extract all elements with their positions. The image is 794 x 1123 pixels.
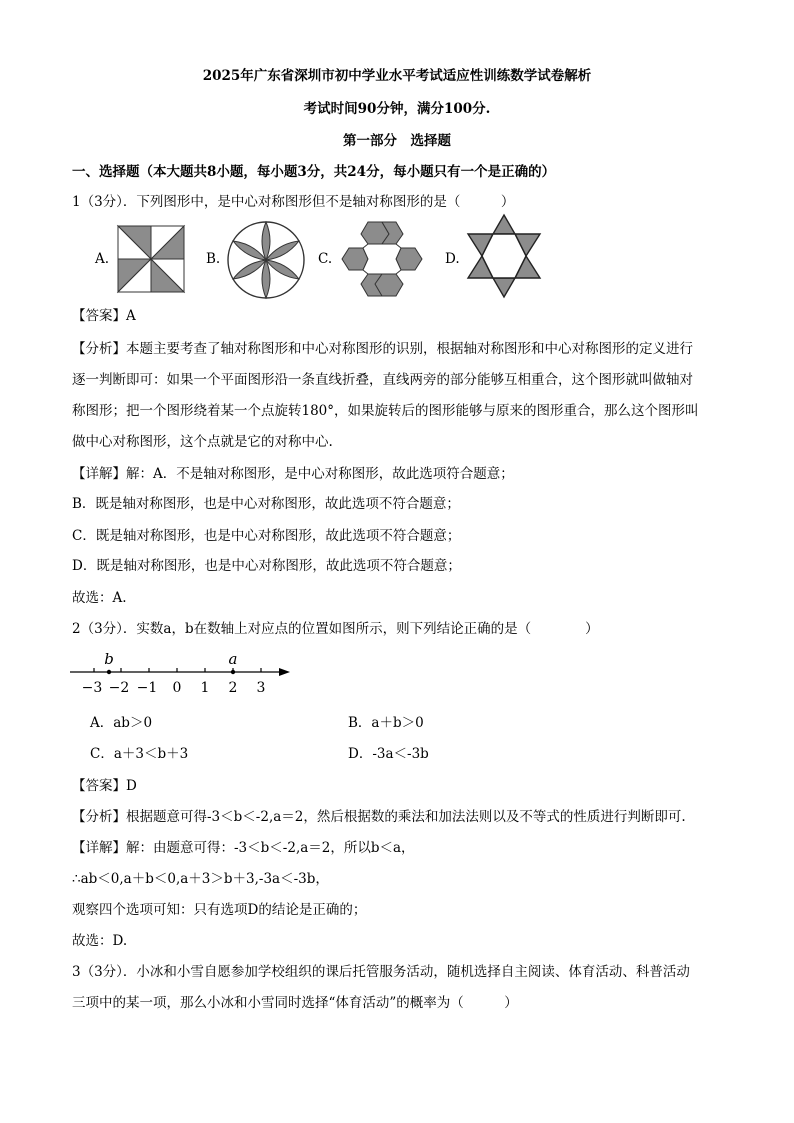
exam-info: 考试时间90分钟，满分100分. [303, 101, 491, 117]
q1-option-a-label: A. [95, 251, 110, 267]
pinwheel-figure [116, 224, 186, 294]
point-a-label: a [228, 650, 238, 668]
q1-analysis-line-2: 逐一判断即可：如果一个平面图形沿一条直线折叠，直线两旁的部分能够互相重合，这个图形就叫做轴对 [72, 372, 693, 388]
q3-stem-line-2: 三项中的某一项，那么小冰和小雪同时选择“体育活动”的概率为（ ） [72, 995, 518, 1011]
part-heading: 第一部分 选择题 [343, 133, 451, 149]
q2-analysis: 【分析】根据题意可得-3＜b＜-2,a＝2，然后根据数的乘法和加法法则以及不等式的性质进行判断即可. [72, 809, 686, 825]
point-b-dot [107, 670, 111, 674]
tick-label-neg1: −1 [136, 680, 158, 696]
section-heading: 一、选择题（本大题共8小题，每小题3分，共24分，每小题只有一个是正确的） [72, 164, 556, 180]
q2-option-a: A．ab＞0 [90, 715, 153, 731]
q1-detail-line-4: D．既是轴对称图形，也是中心对称图形，故此选项不符合题意； [72, 558, 461, 574]
tick-label-2: 2 [228, 680, 238, 696]
point-a-dot [231, 670, 235, 674]
q1-detail-line-3: C．既是轴对称图形，也是中心对称图形，故此选项不符合题意； [72, 528, 461, 544]
star-of-david-figure [466, 213, 542, 299]
q1-option-d-label: D. [445, 251, 460, 267]
q2-answer: 【答案】D [72, 778, 137, 794]
q1-analysis-line-1: 【分析】本题主要考查了轴对称图形和中心对称图形的识别，根据轴对称图形和中心对称图形的定义进行 [72, 341, 693, 357]
tick-label-neg3: −3 [81, 680, 103, 696]
point-b-label: b [104, 650, 114, 668]
q2-option-b: B．a＋b＞0 [348, 715, 424, 731]
q2-conclusion: 故选：D. [72, 933, 128, 949]
tick-label-neg2: −2 [108, 680, 130, 696]
q1-answer: 【答案】A [72, 308, 136, 324]
q1-conclusion: 故选：A. [72, 590, 127, 606]
q1-analysis-line-4: 做中心对称图形，这个点就是它的对称中心. [72, 434, 333, 450]
q2-detail-line-3: 观察四个选项可知：只有选项D的结论是正确的； [72, 902, 367, 918]
q3-stem-line-1: 3（3分）．小冰和小雪自愿参加学校组织的课后托管服务活动，随机选择自主阅读、体育活动、科普活动 [72, 964, 690, 980]
q2-option-c: C．a＋3＜b＋3 [90, 746, 189, 762]
q2-detail-line-1: 【详解】解：由题意可得：-3＜b＜-2,a＝2，所以b＜a， [72, 840, 415, 856]
q1-detail-line-1: 【详解】解：A．不是轴对称图形，是中心对称图形，故此选项符合题意； [72, 466, 514, 482]
q1-option-c-label: C. [318, 251, 333, 267]
tick-label-0: 0 [172, 680, 182, 696]
flower-circle-figure [226, 220, 306, 300]
q1-option-b-label: B. [206, 251, 221, 267]
q1-analysis-line-3: 称图形；把一个图形绕着某一个点旋转180°，如果旋转后的图形能够与原来的图形重合，那么这个图形叫 [72, 403, 699, 419]
tick-label-1: 1 [200, 680, 210, 696]
q2-stem: 2（3分）．实数a，b在数轴上对应点的位置如图所示，则下列结论正确的是（ ） [72, 621, 599, 637]
number-line [68, 650, 294, 696]
q2-option-d: D．-3a＜-3b [348, 746, 429, 762]
q2-detail-line-2: ∴ab＜0,a＋b＜0,a＋3＞b＋3,-3a＜-3b， [72, 871, 329, 887]
q1-stem: 1（3分）．下列图形中，是中心对称图形但不是轴对称图形的是（ ） [72, 194, 515, 210]
page-title: 2025年广东省深圳市初中学业水平考试适应性训练数学试卷解析 [202, 68, 592, 84]
q1-detail-line-2: B．既是轴对称图形，也是中心对称图形，故此选项不符合题意； [72, 496, 460, 512]
tick-label-3: 3 [256, 680, 266, 696]
hexagon-ring-figure [340, 220, 424, 298]
